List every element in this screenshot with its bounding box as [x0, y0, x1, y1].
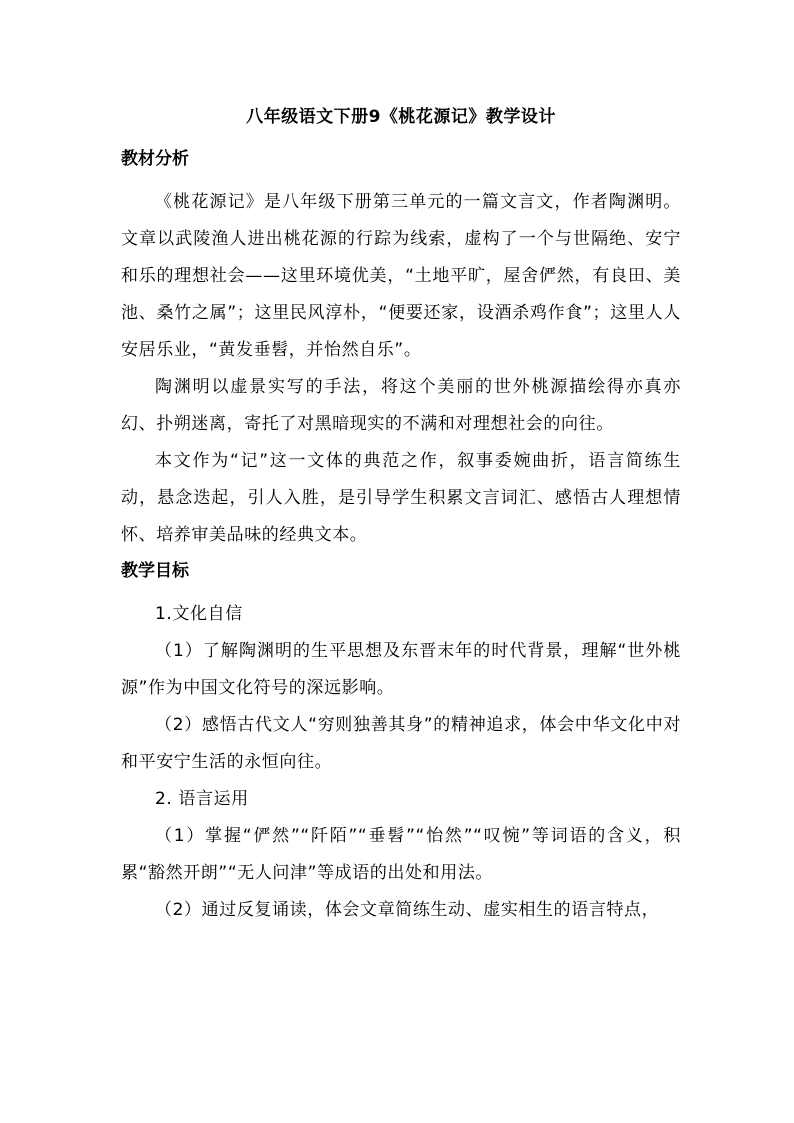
- goal-paragraph: （2）感悟古代文人“穷则独善其身”的精神追求，体会中华文化中对和平安宁生活的永恒向往。: [121, 715, 681, 772]
- section-heading-teaching-goals: 教学目标: [121, 561, 189, 581]
- goal-paragraph: （2）通过反复诵读，体会文章简练生动、虚实相生的语言特点，: [155, 900, 660, 920]
- goal-heading-language-use: 2. 语言运用: [155, 789, 249, 809]
- goal-paragraph: （1）了解陶渊明的生平思想及东晋末年的时代背景，理解“世外桃源”作为中国文化符号的深远影响。: [121, 641, 681, 698]
- body-paragraph: 陶渊明以虚景实写的手法，将这个美丽的世外桃源描绘得亦真亦幻、扑朔迷离，寄托了对黑暗现实的不满和对理想社会的向往。: [121, 377, 681, 434]
- section-heading-textbook-analysis: 教材分析: [121, 149, 189, 169]
- body-paragraph: 《桃花源记》是八年级下册第三单元的一篇文言文，作者陶渊明。文章以武陵渔人进出桃花源的行踪为线索，虚构了一个与世隔绝、安宁和乐的理想社会——这里环境优美，“土地平旷，屋舍俨然，有良田、美池、桑竹之属”；这里民风淳朴，“便要还家，设酒杀鸡作食”；这里人人安居乐业，“黄发垂髫，并怡然自乐”。: [121, 192, 681, 360]
- document-content: [121, 104, 681, 929]
- goal-paragraph: （1）掌握“俨然”“阡陌”“垂髫”“怡然”“叹惋”等词语的含义，积累“豁然开朗”“无人问津”等成语的出处和用法。: [121, 826, 681, 883]
- document-title: 八年级语文下册9《桃花源记》教学设计: [246, 107, 556, 127]
- goal-heading-cultural-confidence: 1.文化自信: [155, 604, 243, 624]
- body-paragraph: 本文作为“记”这一文体的典范之作，叙事委婉曲折，语言简练生动，悬念迭起，引人入胜，是引导学生积累文言词汇、感悟古人理想情怀、培养审美品味的经典文本。: [121, 451, 681, 545]
